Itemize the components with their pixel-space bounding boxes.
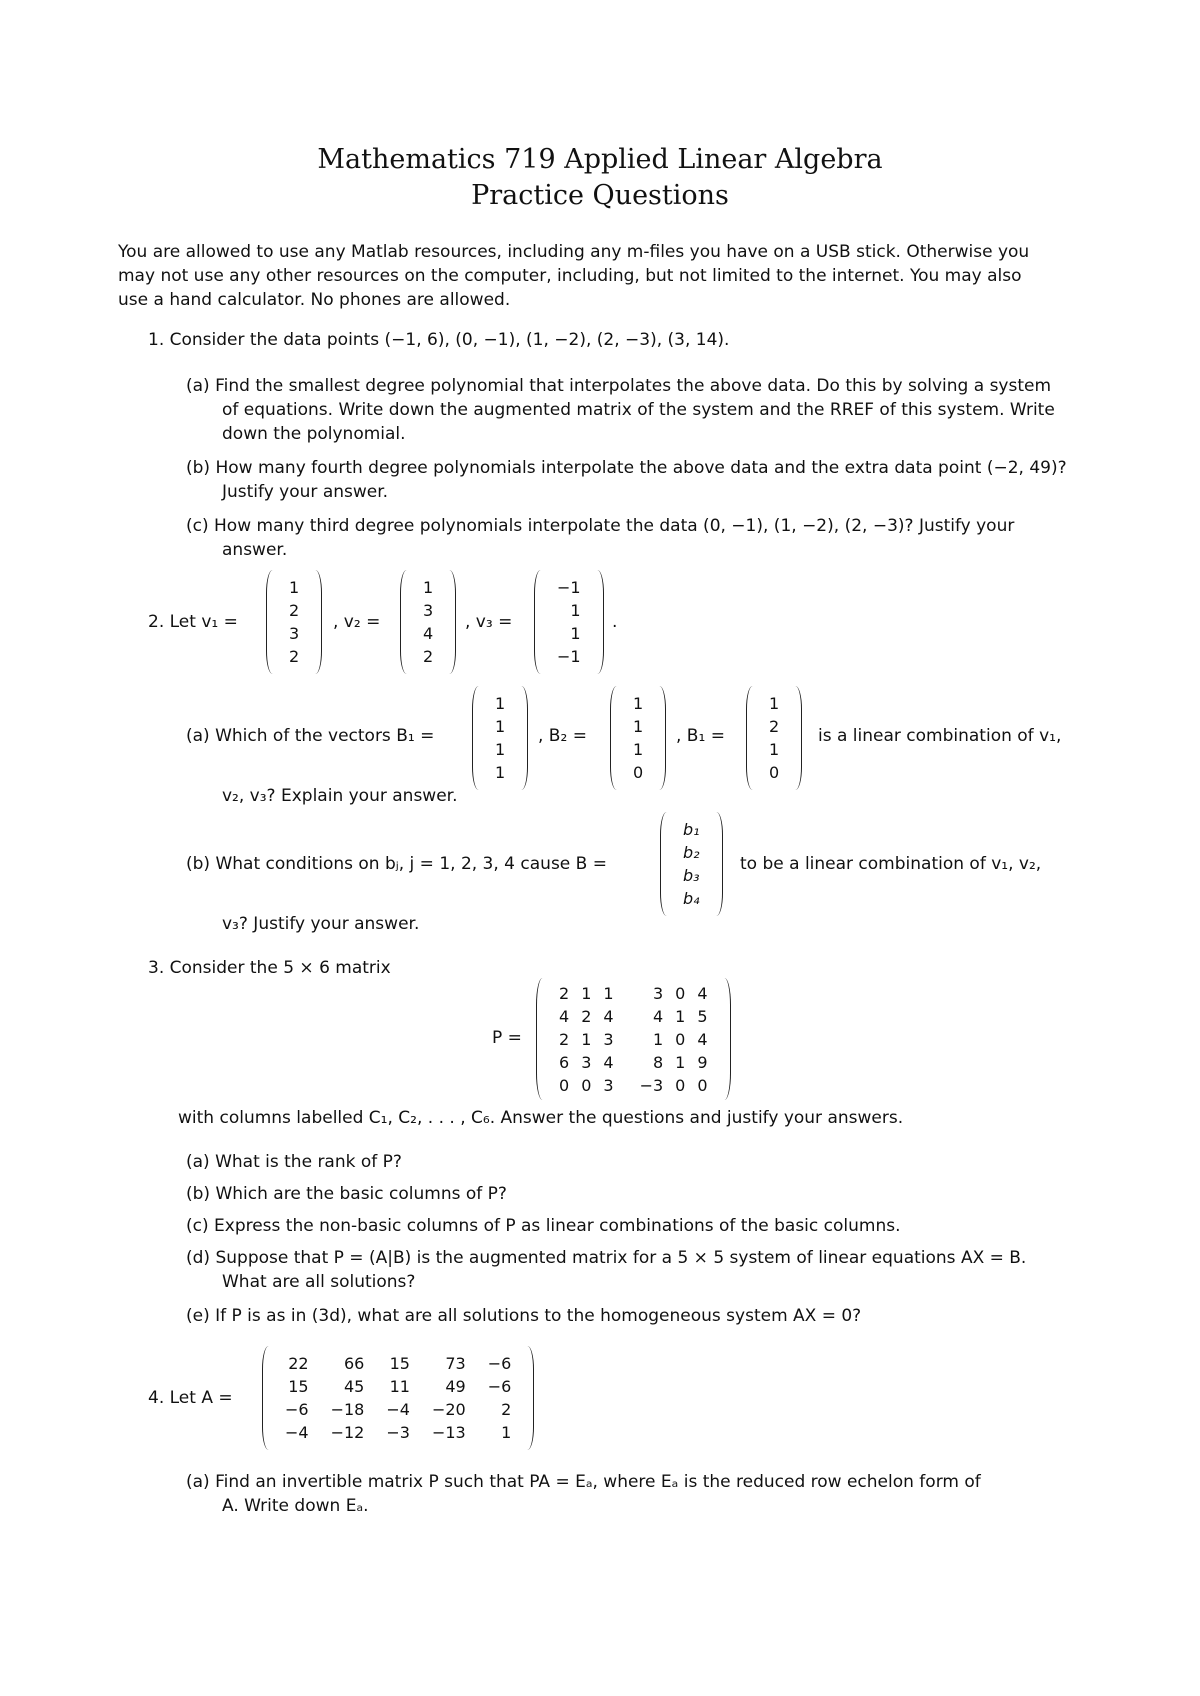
P-entry: 8 xyxy=(652,1052,664,1072)
q2-part-a-B2-label: , B₂ = xyxy=(538,726,587,746)
A-entry: 2 xyxy=(501,1400,512,1419)
matrix-spacer xyxy=(620,1051,634,1074)
P-entry: 1 xyxy=(581,1029,592,1049)
question-3: 3. Consider the 5 × 6 matrix xyxy=(148,958,391,978)
vector-v2 xyxy=(400,570,456,674)
A-entry: 45 xyxy=(344,1377,365,1396)
P-entry: 3 xyxy=(603,1075,614,1095)
A-entry: 11 xyxy=(389,1377,410,1396)
P-entry: 3 xyxy=(581,1052,592,1072)
P-entry: 0 xyxy=(581,1075,592,1095)
vector-B xyxy=(660,812,723,916)
P-entry: 3 xyxy=(603,1029,614,1049)
q3-columns-line: with columns labelled C₁, C₂, . . . , C₆. Answer the questions and justify your answers. xyxy=(178,1108,904,1128)
q1-part-c-line-1: (c) How many third degree polynomials interpolate the data (0, −1), (1, −2), (2, −3)? Justify your xyxy=(186,516,1015,536)
vector-B2 xyxy=(610,686,666,790)
P-entry: 0 xyxy=(675,983,686,1003)
q1-part-a-line-2: of equations. Write down the augmented matrix of the system and the RREF of this system. Write xyxy=(222,400,1055,420)
q3-part-e: (e) If P is as in (3d), what are all solutions to the homogeneous system AX = 0? xyxy=(186,1306,862,1326)
A-entry: −4 xyxy=(285,1423,309,1442)
B2-entry: 1 xyxy=(633,694,644,713)
question-4-let: 4. Let A = xyxy=(148,1388,233,1408)
question-1: 1. Consider the data points (−1, 6), (0, −1), (1, −2), (2, −3), (3, 14). xyxy=(148,330,730,350)
v1-entry: 3 xyxy=(289,624,300,643)
matrix-P-label: P = xyxy=(492,1028,522,1048)
A-entry: 22 xyxy=(288,1354,309,1373)
B2-entry: 1 xyxy=(633,717,644,736)
intro-line-3: use a hand calculator. No phones are allowed. xyxy=(118,290,511,310)
P-entry: 9 xyxy=(697,1052,708,1072)
intro-line-1: You are allowed to use any Matlab resources, including any m-files you have on a USB stick. Otherwise you xyxy=(118,242,1030,262)
B-entry: b₁ xyxy=(683,820,700,839)
q1-part-b-line-2: Justify your answer. xyxy=(222,482,389,502)
q3-part-d-line-2: What are all solutions? xyxy=(222,1272,416,1292)
q2-part-a-prefix: (a) Which of the vectors B₁ = xyxy=(186,726,435,746)
P-entry: 6 xyxy=(559,1052,570,1072)
B1-entry: 1 xyxy=(495,694,506,713)
q2-part-a-B3-label: , B₁ = xyxy=(676,726,725,746)
B1-entry: 1 xyxy=(495,717,506,736)
P-entry: −3 xyxy=(639,1075,664,1095)
A-entry: −6 xyxy=(285,1400,309,1419)
q3-part-d-line-1: (d) Suppose that P = (A|B) is the augmented matrix for a 5 × 5 system of linear equations AX = B. xyxy=(186,1248,1027,1268)
v2-entry: 1 xyxy=(423,578,434,597)
v2-entry: 3 xyxy=(423,601,434,620)
P-entry: 0 xyxy=(559,1075,570,1095)
A-entry: 49 xyxy=(445,1377,466,1396)
matrix-spacer xyxy=(620,982,634,1005)
P-entry: 4 xyxy=(603,1006,614,1026)
P-entry: 0 xyxy=(675,1029,686,1049)
q2-period: . xyxy=(612,612,618,632)
B3-entry: 1 xyxy=(769,694,780,713)
q2-part-b-prefix: (b) What conditions on bⱼ, j = 1, 2, 3, 4 cause B = xyxy=(186,854,607,874)
B-entry: b₄ xyxy=(683,889,700,908)
q2-part-b-suffix: to be a linear combination of v₁, v₂, xyxy=(740,854,1042,874)
v3-entry: 1 xyxy=(570,601,581,620)
v1-entry: 2 xyxy=(289,601,300,620)
B-entry: b₃ xyxy=(683,866,700,885)
B2-entry: 1 xyxy=(633,740,644,759)
P-entry: 1 xyxy=(675,1052,686,1072)
P-entry: 1 xyxy=(581,983,592,1003)
A-entry: 66 xyxy=(344,1354,365,1373)
v1-entry: 2 xyxy=(289,647,300,666)
q1-part-a-line-3: down the polynomial. xyxy=(222,424,406,444)
P-entry: 4 xyxy=(697,1029,708,1049)
q2-v2-label: , v₂ = xyxy=(333,612,381,632)
A-entry: −3 xyxy=(386,1423,410,1442)
vector-B3 xyxy=(746,686,802,790)
document-subtitle: Practice Questions xyxy=(471,180,729,211)
P-entry: 5 xyxy=(697,1006,708,1026)
v3-entry: −1 xyxy=(557,647,581,666)
P-entry: 3 xyxy=(652,983,664,1003)
matrix-A xyxy=(262,1346,534,1450)
matrix-P xyxy=(536,978,731,1100)
q2-part-b-line-2: v₃? Justify your answer. xyxy=(222,914,420,934)
document-title: Mathematics 719 Applied Linear Algebra xyxy=(317,144,883,175)
A-entry: −4 xyxy=(386,1400,410,1419)
B3-entry: 1 xyxy=(769,740,780,759)
A-entry: −20 xyxy=(431,1400,466,1419)
A-entry: 1 xyxy=(501,1423,512,1442)
B1-entry: 1 xyxy=(495,740,506,759)
P-entry: 0 xyxy=(697,1075,708,1095)
B-entry: b₂ xyxy=(683,843,700,862)
q1-part-c-line-2: answer. xyxy=(222,540,288,560)
matrix-spacer xyxy=(620,1074,634,1097)
P-entry: 0 xyxy=(675,1075,686,1095)
v3-entry: 1 xyxy=(570,624,581,643)
P-entry: 2 xyxy=(559,983,570,1003)
P-entry: 4 xyxy=(697,983,708,1003)
P-entry: 4 xyxy=(559,1006,570,1026)
v1-entry: 1 xyxy=(289,578,300,597)
B2-entry: 0 xyxy=(633,763,644,782)
P-entry: 4 xyxy=(603,1052,614,1072)
q2-part-a-suffix: is a linear combination of v₁, xyxy=(818,726,1062,746)
q1-part-b-line-1: (b) How many fourth degree polynomials interpolate the above data and the extra data point (−2, 49)? xyxy=(186,458,1067,478)
P-entry: 1 xyxy=(603,983,614,1003)
A-entry: −12 xyxy=(330,1423,365,1442)
q3-part-c: (c) Express the non-basic columns of P as linear combinations of the basic columns. xyxy=(186,1216,901,1236)
q4-part-a-line-1: (a) Find an invertible matrix P such that PA = Eₐ, where Eₐ is the reduced row echelon form of xyxy=(186,1472,981,1492)
q2-part-a-line-2: v₂, v₃? Explain your answer. xyxy=(222,786,458,806)
v2-entry: 2 xyxy=(423,647,434,666)
A-entry: 73 xyxy=(445,1354,466,1373)
A-entry: −18 xyxy=(330,1400,365,1419)
matrix-spacer xyxy=(620,1005,634,1028)
A-entry: −6 xyxy=(487,1354,512,1373)
A-entry: −13 xyxy=(431,1423,466,1442)
B3-entry: 2 xyxy=(769,717,780,736)
A-entry: 15 xyxy=(288,1377,309,1396)
intro-line-2: may not use any other resources on the computer, including, but not limited to the internet. You may also xyxy=(118,266,1022,286)
vector-v3 xyxy=(534,570,604,674)
P-entry: 4 xyxy=(652,1006,664,1026)
q3-part-a: (a) What is the rank of P? xyxy=(186,1152,402,1172)
q2-v3-label: , v₃ = xyxy=(465,612,513,632)
A-entry: −6 xyxy=(487,1377,512,1396)
question-2-let: 2. Let v₁ = xyxy=(148,612,238,632)
P-entry: 2 xyxy=(581,1006,592,1026)
vector-B1 xyxy=(472,686,528,790)
v3-entry: −1 xyxy=(557,578,581,597)
B1-entry: 1 xyxy=(495,763,506,782)
P-entry: 2 xyxy=(559,1029,570,1049)
A-entry: 15 xyxy=(389,1354,410,1373)
matrix-spacer xyxy=(620,1028,634,1051)
vector-v1 xyxy=(266,570,322,674)
v2-entry: 4 xyxy=(423,624,434,643)
q4-part-a-line-2: A. Write down Eₐ. xyxy=(222,1496,369,1516)
P-entry: 1 xyxy=(652,1029,664,1049)
q3-part-b: (b) Which are the basic columns of P? xyxy=(186,1184,507,1204)
P-entry: 1 xyxy=(675,1006,686,1026)
q1-part-a-line-1: (a) Find the smallest degree polynomial that interpolates the above data. Do this by solving a system xyxy=(186,376,1052,396)
B3-entry: 0 xyxy=(769,763,780,782)
